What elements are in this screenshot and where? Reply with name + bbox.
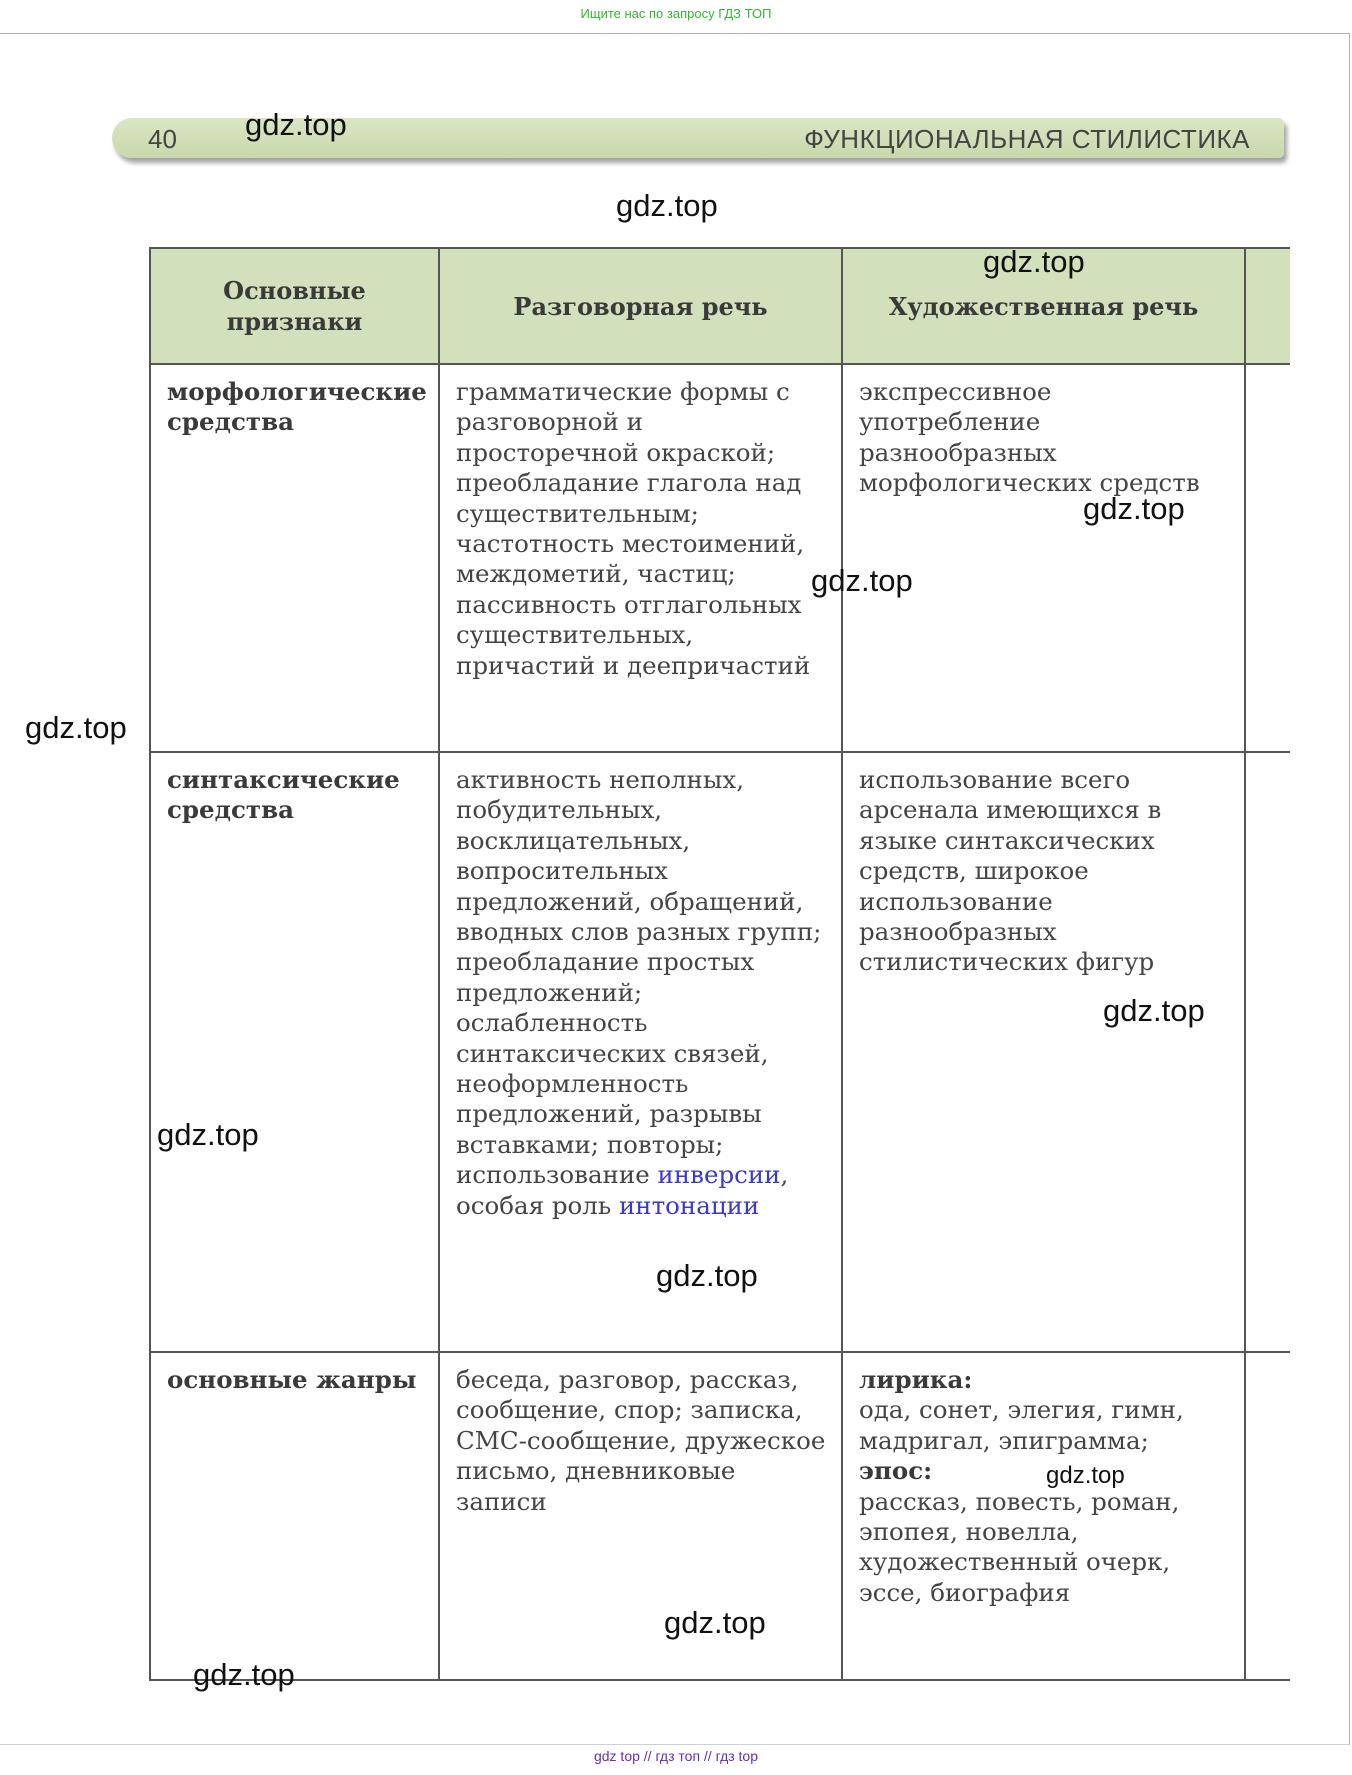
colloquial-cell: беседа, разговор, рассказ, сообщение, спор; записка, СМС-сообщение, дружеское письмо, дневниковые записи bbox=[439, 1352, 842, 1680]
colloquial-cell bbox=[439, 752, 842, 1352]
header-features: Основные признаки bbox=[150, 248, 439, 364]
extra-cell bbox=[1245, 1352, 1290, 1680]
watermark: gdz.top bbox=[983, 244, 1085, 279]
table-row bbox=[150, 364, 1290, 752]
watermark: gdz.top bbox=[664, 1605, 766, 1640]
watermark: gdz.top bbox=[811, 563, 913, 598]
header-colloquial: Разговорная речь bbox=[439, 248, 842, 364]
feature-cell: синтаксические средства bbox=[150, 752, 439, 1352]
epic-genres: рассказ, повесть, роман, эпопея, новелла, художественный очерк, эссе, биография bbox=[859, 1486, 1180, 1607]
watermark: gdz.top bbox=[193, 1657, 295, 1692]
top-banner: Ищите нас по запросу ГДЗ ТОП bbox=[580, 6, 772, 21]
lyric-label: лирика: bbox=[859, 1365, 973, 1394]
intonation-link[interactable]: интонации bbox=[618, 1190, 760, 1220]
feature-cell: основные жанры bbox=[150, 1352, 439, 1680]
artistic-cell: использование всего арсенала имеющихся в языке синтаксических средств, широкое использование разнообразных стилистических фигур bbox=[842, 752, 1245, 1352]
colloquial-cell: грамматические формы с разговорной и просторечной окраской; преобладание глагола над существительным; частотность местоимений, междометий, частиц; пассивность отглагольных существительных, причастий и деепричастий bbox=[439, 364, 842, 752]
watermark: gdz.top bbox=[656, 1258, 758, 1293]
watermark: gdz.top bbox=[157, 1117, 259, 1152]
colloquial-text: активность неполных, побудительных, восклицательных, вопросительных предложений, обращений, вводных слов разных групп; преобладание простых предложений; ослабленность синтаксических связей, неоформленность предложений, разрывы вставками; повторы; использование bbox=[456, 765, 822, 1190]
artistic-cell: экспрессивное употребление разнообразных морфологических средств bbox=[842, 364, 1245, 752]
table-header-row bbox=[150, 248, 1290, 364]
section-title: ФУНКЦИОНАЛЬНАЯ СТИЛИСТИКА bbox=[804, 124, 1250, 154]
extra-cell bbox=[1245, 364, 1290, 752]
watermark: gdz.top bbox=[1046, 1462, 1125, 1489]
artistic-cell bbox=[842, 1352, 1245, 1680]
extra-cell bbox=[1245, 752, 1290, 1352]
bottom-banner: gdz top // гдз топ // гдз top bbox=[593, 1748, 759, 1764]
lyric-genres: ода, сонет, элегия, гимн, мадригал, эпиграмма; bbox=[859, 1395, 1184, 1455]
inversion-link[interactable]: инверсии bbox=[657, 1160, 781, 1190]
header-extra-column bbox=[1245, 248, 1290, 364]
watermark: gdz.top bbox=[1103, 993, 1205, 1028]
watermark: gdz.top bbox=[1083, 491, 1185, 526]
feature-cell: морфологические средства bbox=[150, 364, 439, 752]
colloquial-text-middle: , особая роль bbox=[456, 1160, 789, 1220]
epic-label: эпос: bbox=[859, 1456, 933, 1486]
page-number: 40 bbox=[148, 124, 177, 154]
watermark: gdz.top bbox=[25, 710, 127, 745]
watermark: gdz.top bbox=[245, 107, 347, 142]
header-artistic: Художественная речь bbox=[842, 248, 1245, 364]
watermark: gdz.top bbox=[616, 188, 718, 223]
